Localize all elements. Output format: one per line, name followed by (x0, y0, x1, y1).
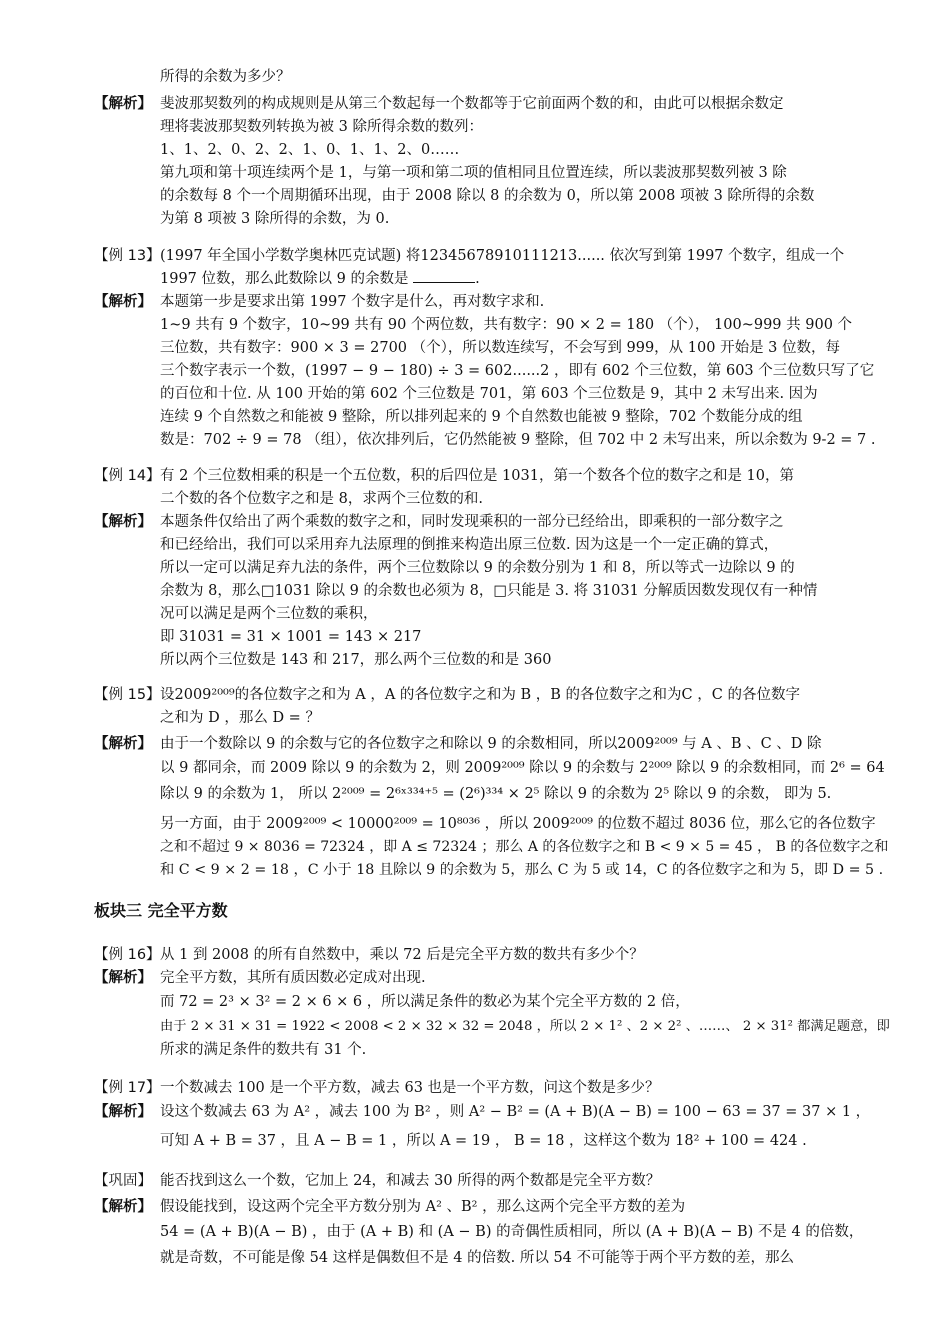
example-14-analysis-line: 即 31031 = 31 × 1001 = 143 × 217 (160, 629, 422, 645)
example-15-question: 设2009²⁰⁰⁹的各位数字之和为 A ，A 的各位数字之和为 B ，B 的各位数字之和为C ，C 的各位数字 (160, 687, 800, 703)
example-17-analysis-line: 可知 A + B = 37 ，且 A − B = 1 ，所以 A = 19 ， B = 18 ，这样这个数为 18² + 100 = 424 . (160, 1133, 807, 1149)
example-13-question-end: . (475, 271, 480, 287)
example-14-question: 二个数的各个位数字之和是 8，求两个三位数的和. (160, 491, 483, 507)
fib-analysis-line: 的余数每 8 个一个周期循环出现，由于 2008 除以 8 的余数为 0，所以第 2008 项被 3 除所得的余数 (160, 188, 815, 204)
example-15-analysis-line: 另一方面，由于 2009²⁰⁰⁹ < 10000²⁰⁰⁹ = 10⁸⁰³⁶ ，所以 2009²⁰⁰⁹ 的位数不超过 8036 位，那么它的各位数字 (160, 816, 876, 832)
consolidation-tag: 【巩固】 (94, 1173, 152, 1189)
analysis-tag: 【解析】 (94, 96, 152, 112)
analysis-tag: 【解析】 (94, 1104, 152, 1120)
example-13-analysis-line: 连续 9 个自然数之和能被 9 整除，所以排列起来的 9 个自然数也能被 9 整除，702 个数能分成的组 (160, 409, 803, 425)
fib-question-tail: 所得的余数为多少？ (160, 69, 291, 85)
consolidation-analysis-line: 54 = (A + B)(A − B) ，由于 (A + B) 和 (A − B) 的奇偶性质相同，所以 (A + B)(A − B) 不是 4 的倍数， (160, 1224, 864, 1240)
example-13-analysis-line: 三个数字表示一个数，(1997 − 9 − 180) ÷ 3 = 602......2 ，即有 602 个三位数，第 603 个三位数只写了它 (160, 363, 875, 379)
example-14-analysis-line: 况可以满足是两个三位数的乘积， (160, 606, 378, 622)
consolidation-analysis-line: 就是奇数，不可能是像 54 这样是偶数但不是 4 的倍数. 所以 54 不可能等于两个平方数的差，那么 (160, 1250, 794, 1266)
example-13-question (160, 268, 480, 290)
analysis-tag: 【解析】 (94, 514, 152, 530)
example-17-analysis-line: 设这个数减去 63 为 A² ，减去 100 为 B² ，则 A² − B² = (A + B)(A − B) = 100 − 63 = 37 = 37 × 1 ， (160, 1104, 871, 1120)
example-17-tag: 【例 17】 (94, 1080, 161, 1096)
example-13-analysis-line: 本题第一步是要求出第 1997 个数字是什么，再对数字求和. (160, 294, 545, 310)
example-13-question: (1997 年全国小学数学奥林匹克试题) 将12345678910111213...... 依次写到第 1997 个数字，组成一个 (160, 248, 845, 264)
fib-analysis-line: 1、1、2、0、2、2、1、0、1、1、2、0…… (160, 142, 460, 158)
consolidation-question: 能否找到这么一个数，它加上 24，和减去 30 所得的两个数都是完全平方数？ (160, 1173, 661, 1189)
example-16-tag: 【例 16】 (94, 947, 161, 963)
fib-analysis-line: 第九项和第十项连续两个是 1，与第一项和第二项的值相同且位置连续，所以裴波那契数列被 3 除 (160, 165, 787, 181)
example-15-tag: 【例 15】 (94, 687, 161, 703)
example-14-analysis-line: 所以两个三位数是 143 和 217，那么两个三位数的和是 360 (160, 652, 552, 668)
example-14-analysis-line: 本题条件仅给出了两个乘数的数字之和，同时发现乘积的一部分已经给出，即乘积的一部分数字之 (160, 514, 784, 530)
example-14-analysis-line: 所以一定可以满足弃九法的条件，两个三位数除以 9 的余数分别为 1 和 8，所以等式一边除以 9 的 (160, 560, 795, 576)
example-13-tag: 【例 13】 (94, 248, 161, 264)
example-16-analysis-line: 所求的满足条件的数共有 31 个. (160, 1042, 367, 1058)
example-15-analysis-line: 之和不超过 9 × 8036 = 72324 ，即 A ≤ 72324 ；那么 A 的各位数字之和 B < 9 × 5 = 45 ， B 的各位数字之和 (160, 839, 889, 855)
consolidation-analysis-line: 假设能找到，设这两个完全平方数分别为 A² 、B² ，那么这两个完全平方数的差为 (160, 1199, 686, 1215)
example-14-question: 有 2 个三位数相乘的积是一个五位数，积的后四位是 1031，第一个数各个位的数字之和是 10，第 (160, 468, 795, 484)
analysis-tag: 【解析】 (94, 970, 152, 986)
analysis-tag: 【解析】 (94, 736, 152, 752)
example-13-analysis-line: 1~9 共有 9 个数字，10~99 共有 90 个两位数，共有数字：90 × 2 = 180 （个）， 100~999 共 900 个 (160, 317, 853, 333)
example-15-question: 之和为 D ，那么 D = ？ (160, 710, 320, 726)
fib-analysis-line: 斐波那契数列的构成规则是从第三个数起每一个数都等于它前面两个数的和，由此可以根据余数定 (160, 96, 784, 112)
example-15-analysis-line: 除以 9 的余数为 1， 所以 2²⁰⁰⁹ = 2⁶ˣ³³⁴⁺⁵ = (2⁶)³³⁴ × 2⁵ 除以 9 的余数为 2⁵ 除以 9 的余数， 即为 5. (160, 786, 832, 802)
example-14-tag: 【例 14】 (94, 468, 161, 484)
analysis-tag: 【解析】 (94, 294, 152, 310)
example-15-analysis-line: 以 9 都同余，而 2009 除以 9 的余数为 2，则 2009²⁰⁰⁹ 除以 9 的余数与 2²⁰⁰⁹ 除以 9 的余数相同，而 2⁶ = 64 (160, 760, 885, 776)
example-16-analysis-line: 由于 2 × 31 × 31 = 1922 < 2008 < 2 × 32 × 32 = 2048 ，所以 2 × 1² 、2 × 2² 、……、 2 × 31² 都满足题意，即 (160, 1019, 890, 1034)
example-16-analysis-line: 而 72 = 2³ × 3² = 2 × 6 × 6 ，所以满足条件的数必为某个完全平方数的 2 倍， (160, 994, 690, 1010)
example-13-analysis-line: 的百位和十位. 从 100 开始的第 602 个三位数是 701，第 603 个三位数是 9，其中 2 未写出来. 因为 (160, 386, 818, 402)
example-15-analysis-line: 由于一个数除以 9 的余数与它的各位数字之和除以 9 的余数相同，所以2009²⁰⁰⁹ 与 A 、B 、C 、D 除 (160, 736, 822, 752)
example-13-question-text: 1997 位数，那么此数除以 9 的余数是 (160, 271, 409, 287)
example-16-analysis-line: 完全平方数，其所有质因数必定成对出现. (160, 970, 426, 986)
answer-blank (413, 268, 475, 283)
example-14-analysis-line: 和已经给出，我们可以采用弃九法原理的倒推来构造出原三位数. 因为这是一个一定正确的算式， (160, 537, 779, 553)
example-14-analysis-line: 余数为 8，那么□1031 除以 9 的余数也必须为 8，□只能是 3. 将 31031 分解质因数发现仅有一种情 (160, 583, 818, 599)
example-16-question: 从 1 到 2008 的所有自然数中，乘以 72 后是完全平方数的数共有多少个？ (160, 947, 644, 963)
fib-analysis-line: 为第 8 项被 3 除所得的余数，为 0. (160, 211, 390, 227)
example-15-analysis-line: 和 C < 9 × 2 = 18 ，C 小于 18 且除以 9 的余数为 5，那么 C 为 5 或 14，C 的各位数字之和为 5，即 D = 5 . (160, 862, 884, 878)
analysis-tag: 【解析】 (94, 1199, 152, 1215)
fib-analysis-line: 理将裴波那契数列转换为被 3 除所得余数的数列： (160, 119, 483, 135)
example-17-question: 一个数减去 100 是一个平方数，减去 63 也是一个平方数，问这个数是多少？ (160, 1080, 660, 1096)
example-13-analysis-line: 三位数，共有数字：900 × 3 = 2700 （个），所以数连续写，不会写到 999，从 100 开始是 3 位数，每 (160, 340, 841, 356)
section-heading: 板块三 完全平方数 (94, 901, 228, 920)
example-13-analysis-line: 数是：702 ÷ 9 = 78 （组），依次排列后，它仍然能被 9 整除，但 702 中 2 未写出来，所以余数为 9-2 = 7 . (160, 432, 876, 448)
